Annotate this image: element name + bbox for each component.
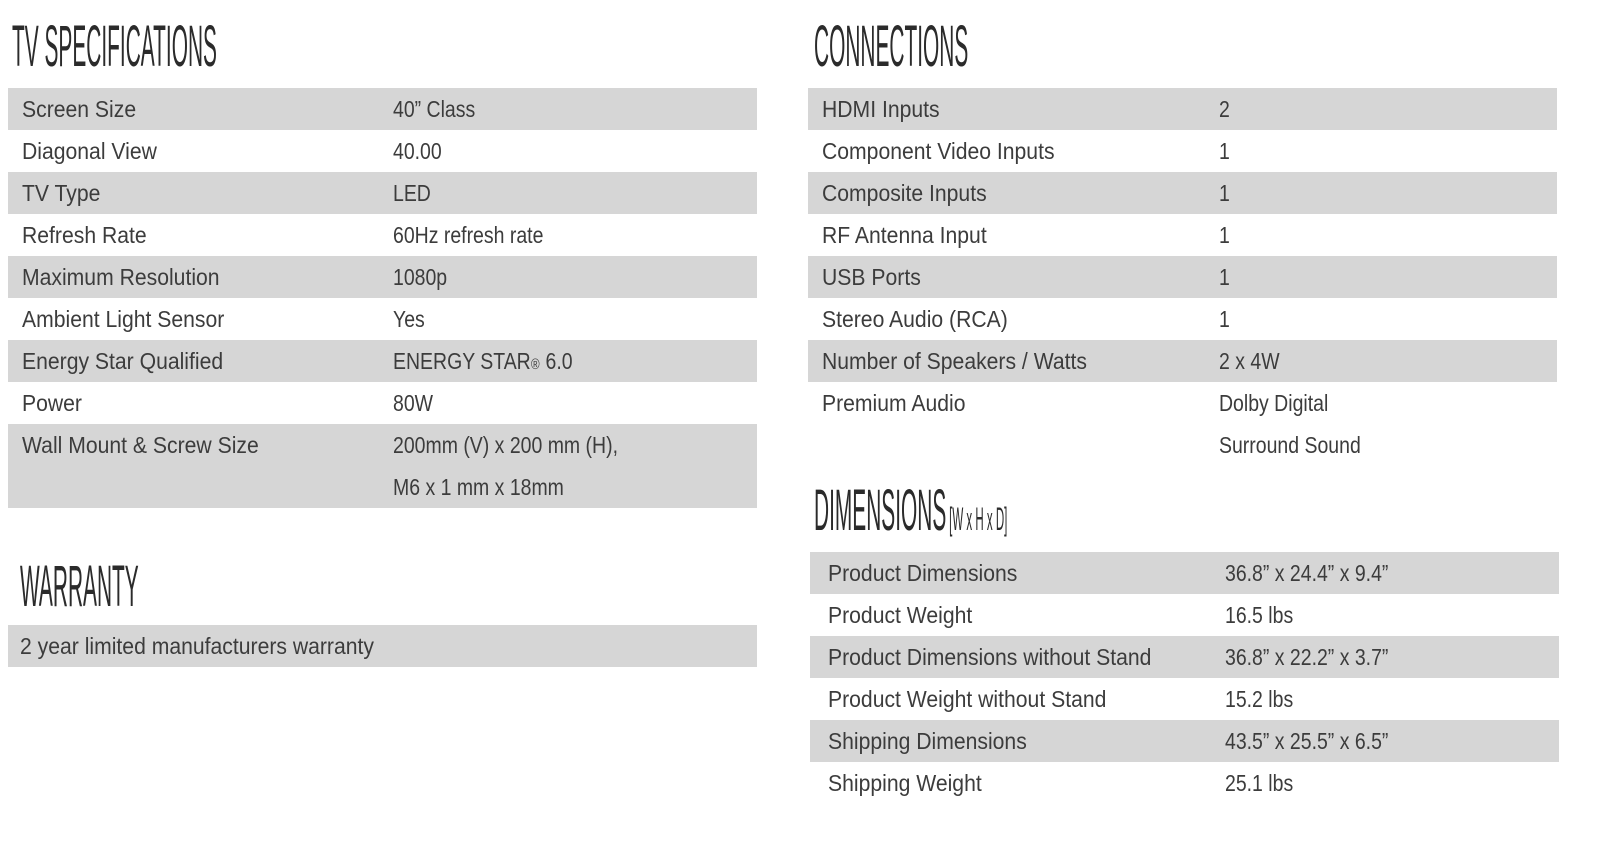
spec-value	[1219, 382, 1557, 466]
spec-row	[808, 382, 1557, 466]
spec-label: TV Type	[22, 180, 101, 206]
spec-value-line: 2	[1219, 96, 1230, 122]
spec-row	[8, 130, 757, 172]
spec-row	[8, 382, 757, 424]
spec-value-line: 36.8” x 22.2” x 3.7”	[1225, 644, 1389, 670]
spec-row	[808, 298, 1557, 340]
spec-row	[810, 762, 1559, 804]
spec-label: Energy Star Qualified	[22, 348, 224, 374]
spec-value	[393, 130, 757, 172]
spec-value-line: LED	[393, 180, 431, 206]
spec-value-line: 25.1 lbs	[1225, 770, 1294, 796]
spec-value	[1219, 214, 1557, 256]
spec-value-line: 1	[1219, 222, 1230, 248]
spec-label: Refresh Rate	[22, 222, 147, 248]
spec-label: Number of Speakers / Watts	[822, 348, 1087, 374]
spec-row	[8, 340, 757, 382]
connections-heading: CONNECTIONS	[814, 14, 969, 79]
spec-label: Shipping Weight	[828, 770, 982, 796]
spec-row	[8, 214, 757, 256]
spec-value-line: Yes	[393, 306, 425, 332]
warranty-table	[8, 625, 757, 667]
spec-label: Shipping Dimensions	[828, 728, 1027, 754]
spec-row	[810, 720, 1559, 762]
spec-label: Product Weight without Stand	[828, 686, 1107, 712]
spec-label: Composite Inputs	[822, 180, 987, 206]
spec-value-line: M6 x 1 mm x 18mm	[393, 474, 564, 500]
spec-label: Product Dimensions	[828, 560, 1018, 586]
spec-value-line: 1080p	[393, 264, 448, 290]
spec-value	[393, 382, 757, 424]
warranty-heading: WARRANTY	[20, 554, 139, 619]
spec-value-line: 43.5” x 25.5” x 6.5”	[1225, 728, 1389, 754]
spec-label: Premium Audio	[822, 390, 966, 416]
spec-value	[1225, 636, 1559, 678]
spec-value	[393, 424, 757, 508]
spec-value	[393, 256, 757, 298]
spec-row	[808, 172, 1557, 214]
spec-value	[1225, 594, 1559, 636]
spec-value-line: 40.00	[393, 138, 442, 164]
spec-value-line: 1	[1219, 180, 1230, 206]
spec-label: RF Antenna Input	[822, 222, 987, 248]
spec-label: Ambient Light Sensor	[22, 306, 225, 332]
dimensions-title: DIMENSIONS	[814, 478, 947, 543]
dimensions-heading	[814, 478, 1008, 548]
spec-label: USB Ports	[822, 264, 921, 290]
spec-row	[810, 678, 1559, 720]
spec-value	[1219, 340, 1557, 382]
spec-value-line: 80W	[393, 390, 434, 416]
warranty-row	[8, 625, 757, 667]
spec-value-line: 16.5 lbs	[1225, 602, 1294, 628]
spec-row	[8, 424, 757, 508]
spec-value-line: 2 x 4W	[1219, 348, 1280, 374]
spec-value	[1219, 172, 1557, 214]
spec-value-line: ENERGY STAR® 6.0	[393, 348, 573, 374]
spec-value	[393, 88, 757, 130]
spec-row	[8, 298, 757, 340]
spec-row	[808, 256, 1557, 298]
spec-value-line: Dolby Digital	[1219, 390, 1329, 416]
spec-value	[1219, 88, 1557, 130]
connections-table	[808, 88, 1557, 466]
spec-value-line: 60Hz refresh rate	[393, 222, 544, 248]
spec-value	[1219, 256, 1557, 298]
spec-row	[8, 172, 757, 214]
spec-label: Product Dimensions without Stand	[828, 644, 1152, 670]
spec-label: Diagonal View	[22, 138, 157, 164]
spec-value	[1225, 552, 1559, 594]
spec-label: Stereo Audio (RCA)	[822, 306, 1008, 332]
spec-value	[393, 298, 757, 340]
spec-value	[393, 172, 757, 214]
spec-value-line: Surround Sound	[1219, 432, 1361, 458]
spec-value	[393, 214, 757, 256]
spec-value-line: 1	[1219, 264, 1230, 290]
spec-row	[810, 636, 1559, 678]
spec-value-line: 200mm (V) x 200 mm (H),	[393, 432, 618, 458]
spec-label: HDMI Inputs	[822, 96, 940, 122]
spec-value	[1219, 130, 1557, 172]
spec-row	[8, 88, 757, 130]
spec-row	[808, 340, 1557, 382]
dimensions-table	[810, 552, 1559, 804]
spec-value	[1225, 678, 1559, 720]
tv-specifications-table	[8, 88, 757, 508]
spec-label: Wall Mount & Screw Size	[22, 432, 259, 458]
spec-value	[1225, 762, 1559, 804]
spec-value	[1219, 298, 1557, 340]
spec-label: Power	[22, 390, 82, 416]
spec-label: Screen Size	[22, 96, 137, 122]
spec-value	[1225, 720, 1559, 762]
tv-specifications-heading: TV SPECIFICATIONS	[12, 14, 217, 79]
spec-value-line: 1	[1219, 138, 1230, 164]
spec-value-line: 15.2 lbs	[1225, 686, 1294, 712]
warranty-text: 2 year limited manufacturers warranty	[20, 633, 374, 659]
spec-row	[810, 594, 1559, 636]
spec-value	[393, 340, 757, 386]
spec-row	[810, 552, 1559, 594]
spec-value-line: 36.8” x 24.4” x 9.4”	[1225, 560, 1389, 586]
spec-value-line: 40” Class	[393, 96, 476, 122]
spec-value-line: 1	[1219, 306, 1230, 332]
spec-row	[808, 88, 1557, 130]
spec-row	[808, 130, 1557, 172]
spec-row	[808, 214, 1557, 256]
spec-row	[8, 256, 757, 298]
spec-label: Maximum Resolution	[22, 264, 220, 290]
spec-label: Component Video Inputs	[822, 138, 1055, 164]
spec-label: Product Weight	[828, 602, 973, 628]
dimensions-subtitle: [W x H x D]	[949, 501, 1008, 537]
